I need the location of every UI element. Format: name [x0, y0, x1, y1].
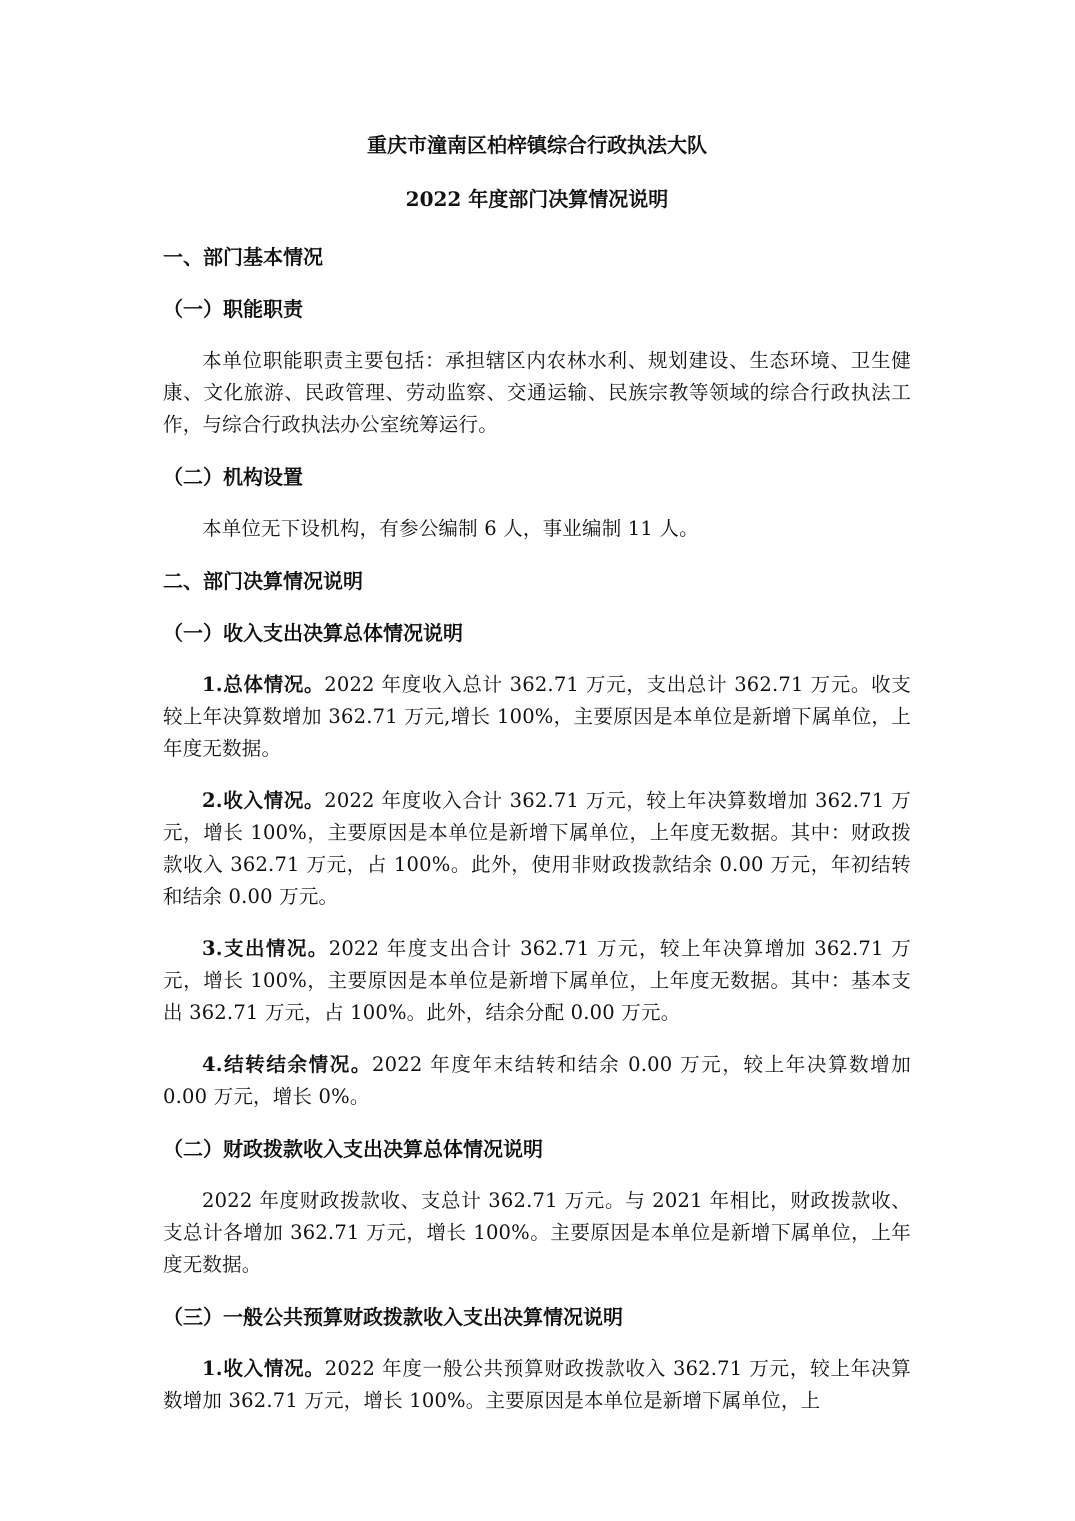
paragraph-body: 2022 年度一般公共预算财政拨款收入 362.71 万元，较上年决算数增加 362.71 万元，增长 100%。主要原因是本单位是新增下属单位，上 [163, 1357, 911, 1412]
paragraph-body: 2022 年度收入合计 362.71 万元，较上年决算数增加 362.71 万元，增长 100%，主要原因是本单位是新增下属单位，上年度无数据。其中：财政拨款收入 362.71 万元，占 100%。此外，使用非财政拨款结余 0.00 万元，年初结转和结余 0.00 万元。 [163, 789, 911, 908]
paragraph-general-budget-income [163, 1353, 911, 1417]
paragraph-carryover [163, 1049, 911, 1113]
document-title: 重庆市潼南区柏梓镇综合行政执法大队 [367, 133, 707, 157]
paragraph-duties: 本单位职能职责主要包括：承担辖区内农林水利、规划建设、生态环境、卫生健康、文化旅游、民政管理、劳动监察、交通运输、民族宗教等领域的综合行政执法工作，与综合行政执法办公室统筹运行。 [163, 349, 911, 436]
paragraph-overall [163, 669, 911, 765]
subsection-heading-duties: （一）职能职责 [163, 297, 303, 321]
subsection-heading-income-expenditure: （一）收入支出决算总体情况说明 [163, 621, 463, 645]
paragraph-fiscal-allocation: 2022 年度财政拨款收、支总计 362.71 万元。与 2021 年相比，财政拨款收、支总计各增加 362.71 万元，增长 100%。主要原因是本单位是新增下属单位，上年度无数据。 [163, 1189, 911, 1276]
paragraph-organization: 本单位无下设机构，有参公编制 6 人，事业编制 11 人。 [202, 517, 699, 540]
section-heading-final-accounts: 二、部门决算情况说明 [163, 569, 363, 593]
paragraph-body: 2022 年度年末结转和结余 0.00 万元，较上年决算数增加 0.00 万元，增长 0%。 [163, 1053, 911, 1108]
subsection-heading-fiscal-allocation: （二）财政拨款收入支出决算总体情况说明 [163, 1137, 543, 1161]
subsection-heading-general-public-budget: （三）一般公共预算财政拨款收入支出决算情况说明 [163, 1305, 623, 1329]
paragraph-lead: 2.收入情况。 [202, 789, 325, 812]
document-subtitle: 2022 年度部门决算情况说明 [405, 187, 669, 211]
paragraph-income [163, 785, 911, 913]
paragraph-lead: 4.结转结余情况。 [202, 1053, 372, 1076]
subsection-heading-organization: （二）机构设置 [163, 465, 303, 489]
paragraph-lead: 1.总体情况。 [202, 673, 325, 696]
document-page [163, 125, 911, 1417]
section-heading-basic-info: 一、部门基本情况 [163, 245, 323, 269]
paragraph-lead: 1.收入情况。 [202, 1357, 325, 1380]
paragraph-lead: 3.支出情况。 [202, 937, 329, 960]
paragraph-expenditure [163, 933, 911, 1029]
paragraph-body: 2022 年度支出合计 362.71 万元，较上年决算增加 362.71 万元，增长 100%，主要原因是本单位是新增下属单位，上年度无数据。其中：基本支出 362.71 万元，占 100%。此外，结余分配 0.00 万元。 [163, 937, 911, 1024]
paragraph-body: 2022 年度收入总计 362.71 万元，支出总计 362.71 万元。收支较上年决算数增加 362.71 万元,增长 100%，主要原因是本单位是新增下属单位，上年度无数据。 [163, 673, 911, 760]
